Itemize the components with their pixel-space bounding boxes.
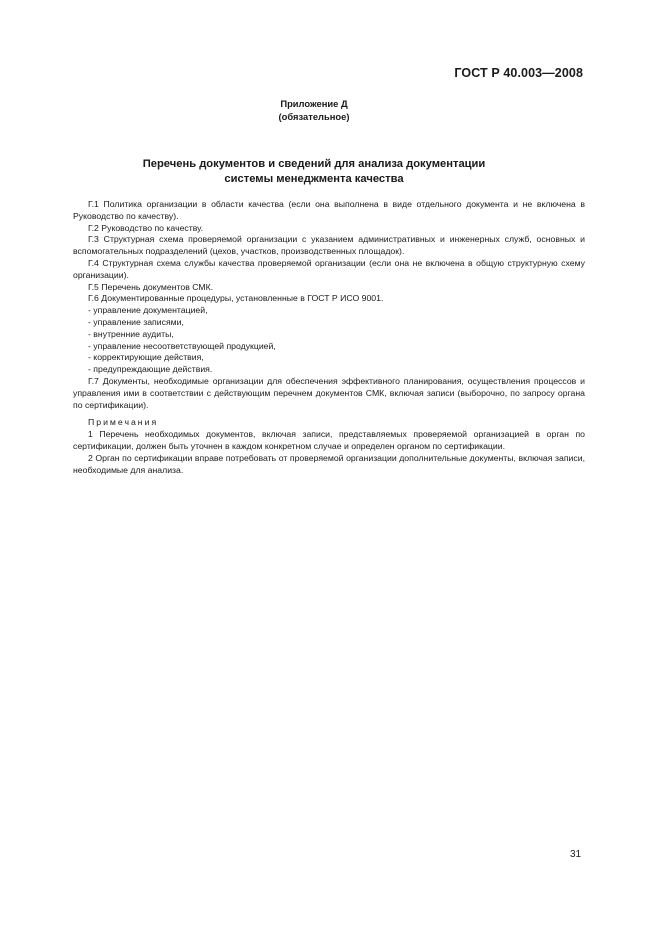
appendix-label: Приложение Д [280, 98, 348, 109]
page-number: 31 [570, 849, 582, 860]
appendix-heading [0, 97, 628, 123]
section-title-line-1: Перечень документов и сведений для анализа документации [142, 158, 486, 170]
item-g4: Г.4 Структурная схема службы качества проверяемой организации (если она не включена в общую структурную схему организации). [73, 257, 585, 280]
list-item: - управление документацией, [88, 305, 208, 316]
appendix-status: (обязательное) [278, 111, 350, 122]
item-g6: Г.6 Документированные процедуры, установленные в ГОСТ Р ИСО 9001. [88, 293, 384, 304]
note-1: 1 Перечень необходимых документов, включая записи, представляемых проверяемой организацией в орган по сертификации, должен быть уточнен в каждом конкретном случае и определен органом по сертификации. [73, 429, 585, 451]
list-item: - управление записями, [88, 316, 184, 327]
notes-heading: Примечания [88, 417, 159, 428]
item-g1: Г.1 Политика организации в области качества (если она выполнена в виде отдельного документа и не включена в Руководство по качеству). [73, 199, 585, 221]
section-title-line-2: системы менеджмента качества [224, 173, 404, 185]
list-item: - предупреждающие действия. [88, 364, 213, 375]
list-item: - корректирующие действия, [88, 352, 204, 363]
document-body [73, 199, 585, 476]
list-item: - управление несоответствующей продукцией, [88, 340, 276, 351]
item-g3: Г.3 Структурная схема проверяемой организации с указанием административных и инженерных служб, основных и вспомогательных подразделений (цехов, участков, производственных площадок). [73, 234, 585, 257]
item-g2: Г.2 Руководство по качеству. [88, 222, 204, 233]
section-title [0, 157, 628, 187]
list-item: - внутренние аудиты, [88, 328, 174, 339]
document-code: ГОСТ Р 40.003—2008 [454, 66, 583, 80]
item-g7: Г.7 Документы, необходимые организации для обеспечения эффективного планирования, осуществления процессов и управления ими в соответствии с действующим перечнем документов СМК, включая записи (выборочно, по запросу органа по сертификации). [73, 375, 585, 410]
note-2: 2 Орган по сертификации вправе потребовать от проверяемой организации дополнительные документы, включая записи, необходимые для анализа. [73, 452, 585, 475]
item-g5: Г.5 Перечень документов СМК. [88, 281, 214, 292]
